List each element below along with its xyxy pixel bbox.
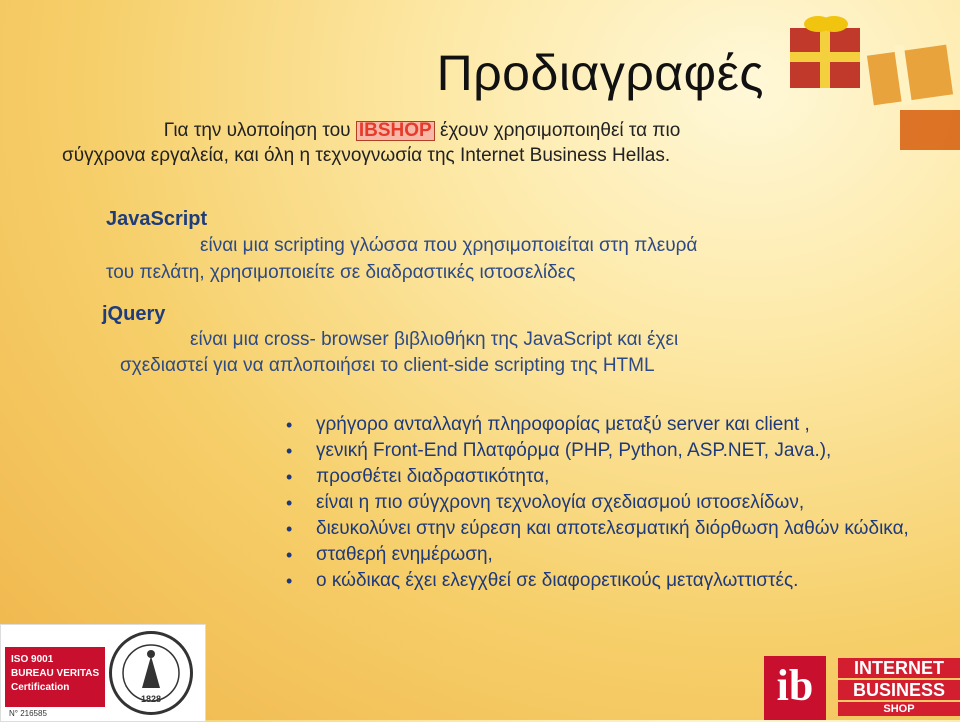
- certification-label: [5, 647, 105, 707]
- intro-line-2: σύγχρονα εργαλεία, και όλη η τεχνογνωσία της Internet Business Hellas.: [62, 145, 671, 166]
- list-item: • γρήγορο ανταλλαγή πληροφορίας μεταξύ server και client ,: [286, 412, 926, 438]
- intro-text-part1: Για την υλοποίηση του: [163, 120, 351, 141]
- intro-paragraph: [62, 118, 782, 168]
- certification-badge: [0, 624, 206, 722]
- logo-word-shop: SHOP: [838, 702, 960, 716]
- list-item: • σταθερή ενημέρωση,: [286, 542, 926, 568]
- seal-year: 1828: [140, 694, 162, 704]
- jquery-desc-line-1: είναι μια cross- browser βιβλιοθήκη της JavaScript και έχει: [190, 329, 679, 350]
- gift-boxes-icon: [760, 0, 960, 160]
- logo-word-internet: INTERNET: [838, 658, 960, 678]
- cert-number: N° 216585: [9, 709, 47, 718]
- jquery-heading: jQuery: [102, 303, 166, 325]
- ibshop-brand: IBSHOP: [356, 121, 435, 141]
- internet-business-logo: [764, 648, 960, 720]
- javascript-heading: JavaScript: [106, 208, 208, 230]
- cert-bureau: BUREAU VERITAS: [11, 668, 100, 679]
- cert-iso: ISO 9001: [11, 654, 54, 665]
- slide-title: Προδιαγραφές: [436, 45, 764, 101]
- list-item: • γενική Front-End Πλατφόρμα (PHP, Python, ASP.NET, Java.),: [286, 438, 926, 464]
- list-item: • ο κώδικας έχει ελεγχθεί σε διαφορετικούς μεταγλωττιστές.: [286, 568, 926, 594]
- logo-word-business: BUSINESS: [838, 680, 960, 700]
- intro-text-part2: έχουν χρησιμοποιηθεί τα πιο: [439, 120, 681, 141]
- list-item: • διευκολύνει στην εύρεση και αποτελεσματική διόρθωση λαθών κώδικα,: [286, 516, 926, 542]
- logo-mark: ib: [764, 656, 826, 720]
- cert-certification: Certification: [11, 682, 70, 693]
- bureau-veritas-seal-icon: [109, 631, 193, 715]
- list-item: • προσθέτει διαδραστικότητα,: [286, 464, 926, 490]
- intro-line-1: [62, 118, 782, 143]
- list-item: • είναι η πιο σύγχρονη τεχνολογία σχεδιασμού ιστοσελίδων,: [286, 490, 926, 516]
- logo-words: [838, 658, 960, 716]
- javascript-desc-line-1: είναι μια scripting γλώσσα που χρησιμοποιείται στη πλευρά: [200, 235, 698, 256]
- javascript-desc-line-2: του πελάτη, χρησιμοποιείτε σε διαδραστικές ιστοσελίδες: [106, 262, 576, 283]
- jquery-desc-line-2: σχεδιαστεί για να απλοποιήσει το client-side scripting της HTML: [120, 355, 655, 376]
- features-list: [286, 412, 926, 594]
